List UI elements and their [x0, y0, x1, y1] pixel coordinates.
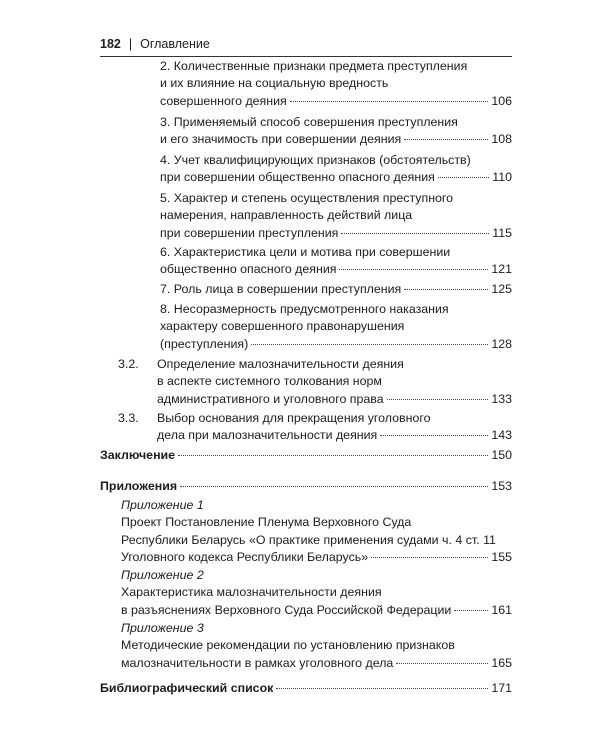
toc-line: в аспекте системного толкования норм — [157, 374, 382, 389]
toc-line: Методические рекомендации по установлению признаков — [121, 638, 455, 653]
toc-page-number: 155 — [491, 550, 512, 565]
toc-entry-appendix-3 — [121, 620, 512, 672]
leader-dots — [178, 455, 488, 456]
appendix-label: Приложение 1 — [121, 498, 204, 512]
leader-dots — [396, 663, 488, 664]
toc-line: Выбор основания для прекращения уголовного — [157, 411, 431, 425]
toc-line: 6. Характеристика цели и мотива при совершении — [160, 245, 451, 259]
leader-dots — [454, 610, 488, 611]
toc-page-number: 153 — [491, 479, 512, 493]
leader-dots — [276, 688, 488, 689]
leader-dots — [251, 344, 488, 345]
toc-page-number: 121 — [491, 262, 512, 277]
toc-line: дела при малозначительности деяния 143 — [157, 427, 512, 444]
toc-page-number: 150 — [491, 448, 512, 462]
toc-line: (преступления) 128 — [160, 336, 512, 353]
toc-line: 4. Учет квалифицирующих признаков (обстоятельств) — [160, 153, 471, 167]
toc-entry-method — [160, 114, 512, 149]
leader-dots — [339, 269, 488, 270]
header-separator: | — [128, 37, 133, 51]
appendix-label: Приложение 3 — [121, 621, 204, 635]
toc-entry-quantitative — [160, 58, 512, 110]
toc-page-number: 143 — [491, 428, 512, 443]
running-title: Оглавление — [140, 37, 210, 51]
toc-line: характеру совершенного правонарушения — [160, 319, 405, 334]
leader-dots — [380, 435, 488, 436]
toc-entry-3-3 — [157, 410, 512, 445]
toc-line: при совершении преступления 115 — [160, 225, 512, 242]
header-rule — [100, 56, 512, 57]
toc-page-number: 161 — [491, 602, 512, 617]
toc-entry-intent — [160, 190, 512, 242]
toc-line: 2. Количественные признаки предмета преступления — [160, 59, 468, 73]
toc-line: административного и уголовного права 133 — [157, 391, 512, 408]
toc-page-number: 125 — [491, 282, 512, 296]
leader-dots — [387, 399, 489, 400]
leader-dots — [404, 139, 488, 140]
toc-page-number: 128 — [491, 336, 512, 351]
toc-line: Приложения 153 — [100, 478, 512, 495]
running-header — [100, 34, 512, 54]
toc-entry-qualifying — [160, 152, 512, 187]
toc-entry-3-2 — [157, 356, 512, 408]
toc-page-number: 171 — [491, 681, 512, 695]
toc-line: 3. Применяемый способ совершения преступления — [160, 115, 458, 129]
toc-entry-goal-motive — [160, 244, 512, 279]
toc-line: Библиографический список 171 — [100, 680, 512, 697]
toc-page-number: 133 — [491, 391, 512, 406]
toc-line: в разъяснениях Верховного Суда Российской Федерации 161 — [121, 602, 512, 619]
toc-line: при совершении общественно опасного деяния 110 — [160, 169, 512, 186]
leader-dots — [180, 486, 488, 487]
toc-entry-bibliography — [100, 680, 512, 697]
toc-page-number: 108 — [491, 132, 512, 147]
toc-entry-appendix-2 — [121, 567, 512, 619]
toc-page-number: 110 — [492, 170, 512, 185]
section-number: 3.2. — [118, 357, 139, 371]
toc-line: и его значимость при совершении деяния 108 — [160, 131, 512, 148]
toc-line: Уголовного кодекса Республики Беларусь» 155 — [121, 549, 512, 566]
toc-line: совершенного деяния 106 — [160, 93, 512, 110]
toc-page-number: 106 — [491, 93, 512, 108]
toc-entry-conclusion — [100, 447, 512, 464]
page-number: 182 — [100, 37, 121, 51]
appendix-label: Приложение 2 — [121, 568, 204, 582]
leader-dots — [371, 557, 488, 558]
leader-dots — [404, 289, 488, 290]
toc-page-number: 115 — [492, 225, 512, 240]
toc-entry-appendices — [100, 478, 512, 495]
toc-line: Заключение 150 — [100, 447, 512, 464]
section-number: 3.3. — [118, 411, 139, 425]
toc-line: 5. Характер и степень осуществления преступного — [160, 191, 454, 205]
toc-line: Республики Беларусь «О практике применения судами ч. 4 ст. 11 — [121, 532, 496, 547]
toc-line: 7. Роль лица в совершении преступления 125 — [160, 281, 512, 298]
toc-line: намерения, направленность действий лица — [160, 208, 413, 223]
leader-dots — [341, 233, 489, 234]
toc-page-number: 165 — [491, 655, 512, 670]
toc-line: общественно опасного деяния 121 — [160, 261, 512, 278]
toc-entry-appendix-1 — [121, 497, 512, 567]
toc-line: 8. Несоразмерность предусмотренного наказания — [160, 302, 449, 316]
toc-entry-disproportion — [160, 301, 512, 353]
toc-line: и их влияние на социальную вредность — [160, 76, 389, 91]
toc-line: Характеристика малозначительности деяния — [121, 585, 382, 600]
toc-line: малозначительности в рамках уголовного дела 165 — [121, 655, 512, 672]
toc-line: Определение малозначительности деяния — [157, 357, 404, 371]
toc-line: Проект Постановление Пленума Верховного Суда — [121, 515, 412, 530]
leader-dots — [438, 177, 489, 178]
leader-dots — [290, 101, 489, 102]
toc-entry-role — [160, 281, 512, 298]
